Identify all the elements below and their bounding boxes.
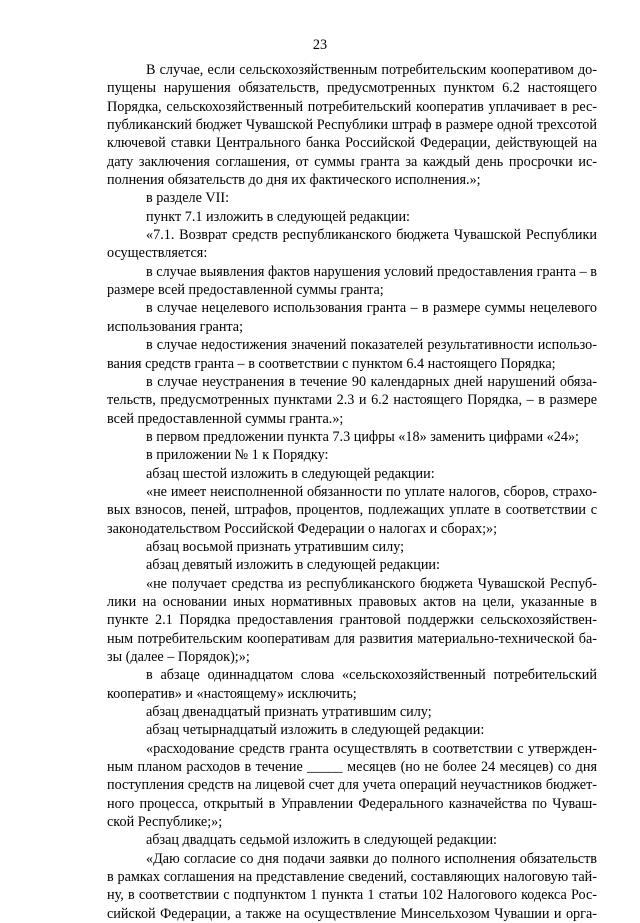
text-line: «не получает средства из республиканского бюджета Чувашской Респуб- — [146, 575, 597, 592]
text-line: в случае нецелевого использования гранта – в размере суммы нецелевого — [146, 300, 597, 317]
text-line: поступления средств на лицевой счет для учета операций неучастников бюджет- — [107, 777, 597, 794]
body-text — [107, 61, 597, 923]
text-line: вых взносов, пеней, штрафов, процентов, подлежащих уплате в соответствии с — [107, 502, 597, 519]
text-line: «7.1. Возврат средств республиканского бюджета Чувашской Республики — [146, 227, 597, 244]
text-line: в случае недостижения значений показателей результативности использо- — [146, 337, 597, 354]
text-line: абзац двенадцатый признать утратившим силу; — [146, 704, 432, 721]
text-line: «не имеет неисполненной обязанности по уплате налогов, сборов, страхо- — [146, 483, 597, 500]
text-line: Порядка, сельскохозяйственный потребительский кооператив уплачивает в рес- — [107, 98, 597, 115]
text-line: всей предоставленной суммы гранта.»; — [107, 410, 344, 427]
text-line: абзац восьмой признать утратившим силу; — [146, 538, 405, 555]
text-line: в первом предложении пункта 7.3 цифры «18» заменить цифрами «24»; — [146, 428, 579, 445]
text-line: абзац девятый изложить в следующей редакции: — [146, 557, 440, 574]
text-line: в разделе VII: — [146, 190, 230, 207]
text-line: пущены нарушения обязательств, предусмотренных пунктом 6.2 настоящего — [107, 80, 597, 97]
text-line: абзац шестой изложить в следующей редакции: — [146, 465, 435, 482]
text-line: «Даю согласие со дня подачи заявки до полного исполнения обязательств — [146, 850, 597, 867]
text-line: тельств, предусмотренных пунктами 2.3 и 6.2 настоящего Порядка, – в размере — [107, 392, 597, 409]
text-line: сийской Федерации, а также на осуществление Минсельхозом Чувашии и орга- — [107, 905, 597, 922]
text-line: ного процесса, открытый в Управлении Федерального казначейства по Чуваш- — [107, 795, 597, 812]
text-line: использования гранта; — [107, 318, 244, 335]
text-line: ской Республике;»; — [107, 814, 223, 831]
text-line: абзац двадцать седьмой изложить в следующей редакции: — [146, 832, 497, 849]
text-line: законодательством Российской Федерации о налогах и сборах;»; — [107, 520, 498, 537]
text-line: лики на основании иных нормативных правовых актов на цели, указанные в — [107, 593, 597, 610]
text-line: публиканский бюджет Чувашской Республики штраф в размере одной трехсотой — [107, 117, 597, 134]
text-line: пункте 2.1 Порядка предоставления грантовой поддержки сельскохозяйствен- — [107, 612, 597, 629]
text-line: абзац четырнадцатый изложить в следующей редакции: — [146, 722, 485, 739]
text-line: размере всей предоставленной суммы гранта; — [107, 282, 384, 299]
text-line: «расходование средств гранта осуществлять в соответствии с утвержден- — [146, 740, 597, 757]
text-line: дату заключения соглашения, от суммы гранта за каждый день просрочки ис- — [107, 153, 597, 170]
text-line: вания средств гранта – в соответствии с пунктом 6.4 настоящего Порядка; — [107, 355, 556, 372]
text-line: в случае неустранения в течение 90 календарных дней нарушений обяза- — [146, 373, 597, 390]
text-line: кооператив» и «настоящему» исключить; — [107, 685, 357, 702]
text-line: в приложении № 1 к Порядку: — [146, 447, 329, 464]
text-line: пункт 7.1 изложить в следующей редакции: — [146, 208, 410, 225]
text-line: ключевой ставки Центрального банка Российской Федерации, действующей на — [107, 135, 597, 152]
text-line: в случае выявления фактов нарушения условий предоставления гранта – в — [146, 263, 597, 280]
text-line: зы (далее – Порядок);»; — [107, 649, 250, 665]
text-line: В случае, если сельскохозяйственным потребительским кооперативом до- — [146, 62, 597, 78]
text-line: ным потребительским кооперативам для развития материально-технической ба- — [107, 630, 597, 647]
text-line: в рамках соглашения на представление сведений, составляющих налоговую тай- — [107, 869, 597, 886]
page-number: 23 — [312, 37, 328, 53]
text-line: ным планом расходов в течение _____ месяцев (но не более 24 месяцев) со дня — [107, 759, 597, 776]
text-line: ну, в соответствии с подпунктом 1 пункта 1 статьи 102 Налогового кодекса Рос- — [107, 887, 597, 904]
text-line: полнения обязательств до дня их фактического исполнения.»; — [107, 172, 481, 189]
text-line: осуществляется: — [107, 245, 208, 262]
text-line: в абзаце одиннадцатом слова «сельскохозяйственный потребительский — [146, 667, 597, 684]
